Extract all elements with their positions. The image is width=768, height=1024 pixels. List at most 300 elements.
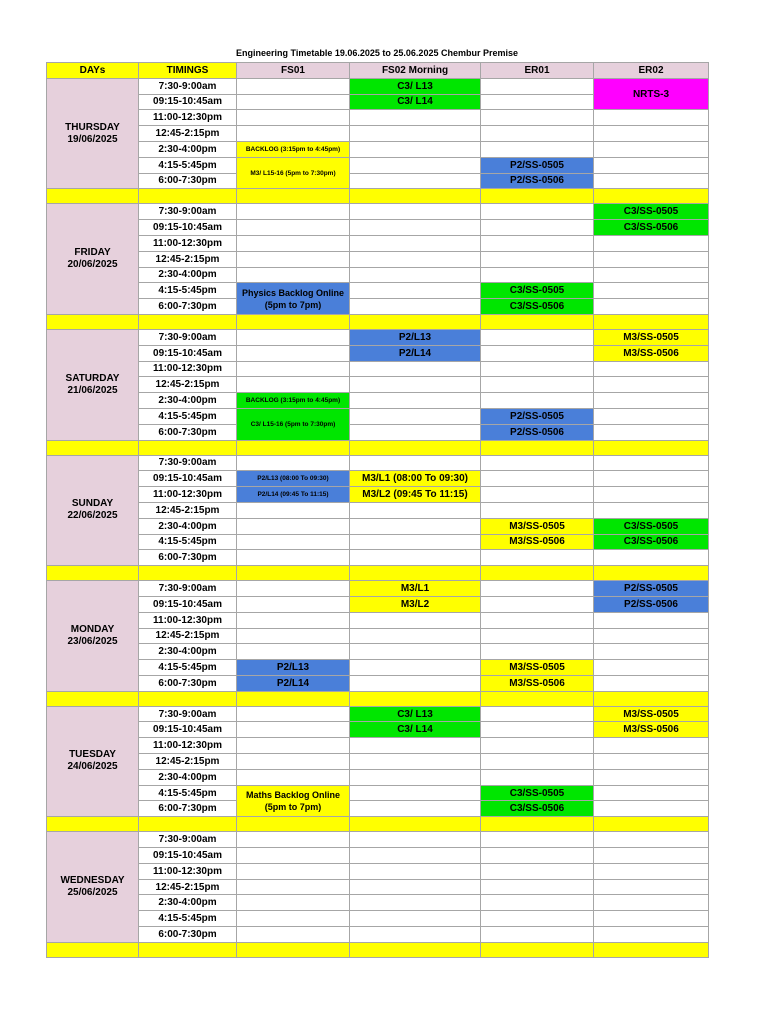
time-slot-cell: 7:30-9:00am xyxy=(139,204,237,220)
time-slot-cell: 12:45-2:15pm xyxy=(139,126,237,142)
slot-row xyxy=(47,220,709,236)
slot-row xyxy=(47,393,709,409)
day-separator-row xyxy=(47,440,709,455)
empty-cell xyxy=(237,612,350,628)
separator-cell xyxy=(139,566,237,581)
empty-cell xyxy=(594,126,709,142)
separator-cell xyxy=(47,691,139,706)
empty-cell xyxy=(481,550,594,566)
separator-cell xyxy=(237,189,350,204)
empty-cell xyxy=(594,911,709,927)
empty-cell xyxy=(594,738,709,754)
slot-row xyxy=(47,78,709,94)
empty-cell xyxy=(237,377,350,393)
empty-cell xyxy=(594,502,709,518)
time-slot-cell: 7:30-9:00am xyxy=(139,78,237,94)
timings-header: TIMINGS xyxy=(139,63,237,79)
separator-cell xyxy=(47,189,139,204)
time-slot-cell: 6:00-7:30pm xyxy=(139,424,237,440)
slot-row xyxy=(47,502,709,518)
empty-cell xyxy=(594,377,709,393)
separator-cell xyxy=(481,817,594,832)
session-er02: NRTS-3 xyxy=(594,78,709,110)
room-header-er02: ER02 xyxy=(594,63,709,79)
slot-row xyxy=(47,235,709,251)
session-er02: C3/SS-0506 xyxy=(594,220,709,236)
empty-cell xyxy=(481,612,594,628)
empty-cell xyxy=(481,628,594,644)
session-fs02-morning: P2/L13 xyxy=(350,329,481,345)
slot-row xyxy=(47,879,709,895)
day-date: 20/06/2025 xyxy=(67,259,118,271)
session-fs02-morning: P2/L14 xyxy=(350,345,481,361)
timetable xyxy=(46,62,709,958)
session-er01: C3/SS-0505 xyxy=(481,283,594,299)
empty-cell xyxy=(350,173,481,189)
separator-cell xyxy=(139,189,237,204)
empty-cell xyxy=(594,299,709,315)
empty-cell xyxy=(237,534,350,550)
empty-cell xyxy=(594,895,709,911)
empty-cell xyxy=(481,738,594,754)
separator-cell xyxy=(350,314,481,329)
empty-cell xyxy=(237,581,350,597)
slot-row xyxy=(47,644,709,660)
time-slot-cell: 6:00-7:30pm xyxy=(139,299,237,315)
room-header-fs01: FS01 xyxy=(237,63,350,79)
empty-cell xyxy=(350,769,481,785)
empty-cell xyxy=(237,361,350,377)
empty-cell xyxy=(481,393,594,409)
empty-cell xyxy=(237,251,350,267)
empty-cell xyxy=(237,550,350,566)
separator-cell xyxy=(47,817,139,832)
day-date: 25/06/2025 xyxy=(67,887,118,899)
empty-cell xyxy=(350,879,481,895)
separator-cell xyxy=(481,440,594,455)
time-slot-cell: 6:00-7:30pm xyxy=(139,801,237,817)
slot-row xyxy=(47,126,709,142)
day-name: MONDAY xyxy=(70,623,115,635)
empty-cell xyxy=(350,251,481,267)
day-cell-monday xyxy=(47,581,139,692)
empty-cell xyxy=(481,329,594,345)
time-slot-cell: 11:00-12:30pm xyxy=(139,361,237,377)
empty-cell xyxy=(237,126,350,142)
separator-cell xyxy=(139,817,237,832)
day-separator-row xyxy=(47,942,709,957)
empty-cell xyxy=(350,754,481,770)
time-slot-cell: 4:15-5:45pm xyxy=(139,408,237,424)
empty-cell xyxy=(481,110,594,126)
session-fs02-morning: C3/ L13 xyxy=(350,706,481,722)
session-er01: M3/SS-0505 xyxy=(481,660,594,676)
session-fs02-morning: M3/L2 (09:45 To 11:15) xyxy=(350,487,481,503)
session-er02: M3/SS-0506 xyxy=(594,722,709,738)
empty-cell xyxy=(237,78,350,94)
empty-cell xyxy=(350,235,481,251)
day-name: SUNDAY xyxy=(71,498,114,510)
slot-row xyxy=(47,299,709,315)
day-cell-wednesday xyxy=(47,832,139,943)
empty-cell xyxy=(237,267,350,283)
empty-cell xyxy=(350,110,481,126)
empty-cell xyxy=(237,596,350,612)
separator-cell xyxy=(350,691,481,706)
empty-cell xyxy=(237,502,350,518)
session-er02: P2/SS-0506 xyxy=(594,596,709,612)
empty-cell xyxy=(237,220,350,236)
empty-cell xyxy=(481,502,594,518)
empty-cell xyxy=(594,785,709,801)
day-cell-saturday xyxy=(47,329,139,440)
time-slot-cell: 2:30-4:00pm xyxy=(139,267,237,283)
empty-cell xyxy=(481,78,594,94)
slot-row xyxy=(47,141,709,157)
session-er01: P2/SS-0506 xyxy=(481,173,594,189)
empty-cell xyxy=(481,927,594,943)
room-header-er01: ER01 xyxy=(481,63,594,79)
session-fs01: Maths Backlog Online (5pm to 7pm) xyxy=(237,785,350,817)
slot-row xyxy=(47,157,709,173)
empty-cell xyxy=(594,628,709,644)
time-slot-cell: 12:45-2:15pm xyxy=(139,754,237,770)
time-slot-cell: 7:30-9:00am xyxy=(139,832,237,848)
empty-cell xyxy=(481,848,594,864)
empty-cell xyxy=(481,581,594,597)
session-fs01: BACKLOG (3:15pm to 4:45pm) xyxy=(237,393,350,409)
empty-cell xyxy=(481,235,594,251)
empty-cell xyxy=(594,848,709,864)
session-er01: M3/SS-0505 xyxy=(481,518,594,534)
empty-cell xyxy=(594,267,709,283)
separator-cell xyxy=(594,566,709,581)
time-slot-cell: 4:15-5:45pm xyxy=(139,911,237,927)
empty-cell xyxy=(237,895,350,911)
time-slot-cell: 11:00-12:30pm xyxy=(139,612,237,628)
empty-cell xyxy=(350,534,481,550)
empty-cell xyxy=(594,141,709,157)
empty-cell xyxy=(481,220,594,236)
time-slot-cell: 12:45-2:15pm xyxy=(139,879,237,895)
separator-cell xyxy=(481,942,594,957)
session-er01: C3/SS-0506 xyxy=(481,299,594,315)
separator-cell xyxy=(139,691,237,706)
empty-cell xyxy=(350,408,481,424)
slot-row xyxy=(47,863,709,879)
session-er02: C3/SS-0506 xyxy=(594,534,709,550)
empty-cell xyxy=(350,424,481,440)
empty-cell xyxy=(594,487,709,503)
time-slot-cell: 11:00-12:30pm xyxy=(139,110,237,126)
empty-cell xyxy=(594,393,709,409)
slot-row xyxy=(47,801,709,817)
separator-cell xyxy=(481,189,594,204)
slot-row xyxy=(47,518,709,534)
time-slot-cell: 11:00-12:30pm xyxy=(139,235,237,251)
empty-cell xyxy=(237,455,350,471)
time-slot-cell: 09:15-10:45am xyxy=(139,345,237,361)
empty-cell xyxy=(481,267,594,283)
separator-cell xyxy=(47,314,139,329)
slot-row xyxy=(47,251,709,267)
session-er02: C3/SS-0505 xyxy=(594,518,709,534)
slot-row xyxy=(47,706,709,722)
time-slot-cell: 4:15-5:45pm xyxy=(139,157,237,173)
empty-cell xyxy=(350,911,481,927)
empty-cell xyxy=(594,361,709,377)
empty-cell xyxy=(594,424,709,440)
empty-cell xyxy=(350,612,481,628)
empty-cell xyxy=(350,848,481,864)
separator-cell xyxy=(139,314,237,329)
empty-cell xyxy=(481,769,594,785)
empty-cell xyxy=(350,518,481,534)
session-er02: P2/SS-0505 xyxy=(594,581,709,597)
day-name: TUESDAY xyxy=(69,749,116,761)
slot-row xyxy=(47,534,709,550)
time-slot-cell: 2:30-4:00pm xyxy=(139,644,237,660)
slot-row xyxy=(47,769,709,785)
empty-cell xyxy=(350,502,481,518)
empty-cell xyxy=(350,141,481,157)
days-header: DAYs xyxy=(47,63,139,79)
empty-cell xyxy=(350,283,481,299)
slot-row xyxy=(47,110,709,126)
day-name: FRIDAY xyxy=(74,247,111,259)
day-name: WEDNESDAY xyxy=(60,875,125,887)
empty-cell xyxy=(350,628,481,644)
empty-cell xyxy=(350,675,481,691)
empty-cell xyxy=(237,738,350,754)
session-fs02-morning: M3/L1 xyxy=(350,581,481,597)
time-slot-cell: 6:00-7:30pm xyxy=(139,927,237,943)
time-slot-cell: 4:15-5:45pm xyxy=(139,785,237,801)
session-fs02-morning: C3/ L14 xyxy=(350,722,481,738)
session-fs01: M3/ L15-16 (5pm to 7:30pm) xyxy=(237,157,350,189)
day-name: THURSDAY xyxy=(65,121,120,133)
slot-row xyxy=(47,754,709,770)
separator-cell xyxy=(594,942,709,957)
time-slot-cell: 09:15-10:45am xyxy=(139,722,237,738)
empty-cell xyxy=(237,204,350,220)
slot-row xyxy=(47,345,709,361)
empty-cell xyxy=(350,157,481,173)
empty-cell xyxy=(350,126,481,142)
session-fs01: P2/L14 xyxy=(237,675,350,691)
empty-cell xyxy=(350,377,481,393)
empty-cell xyxy=(237,754,350,770)
slot-row xyxy=(47,267,709,283)
day-date: 19/06/2025 xyxy=(67,133,118,145)
slot-row xyxy=(47,596,709,612)
empty-cell xyxy=(594,832,709,848)
day-date: 22/06/2025 xyxy=(67,510,118,522)
empty-cell xyxy=(481,126,594,142)
time-slot-cell: 09:15-10:45am xyxy=(139,596,237,612)
empty-cell xyxy=(350,801,481,817)
day-date: 23/06/2025 xyxy=(67,635,118,647)
slot-row xyxy=(47,204,709,220)
timetable-title: Engineering Timetable 19.06.2025 to 25.06.2025 Chembur Premise xyxy=(236,48,518,58)
empty-cell xyxy=(481,345,594,361)
header-row xyxy=(47,63,709,79)
day-cell-thursday xyxy=(47,78,139,189)
empty-cell xyxy=(594,110,709,126)
empty-cell xyxy=(350,204,481,220)
separator-cell xyxy=(237,566,350,581)
time-slot-cell: 6:00-7:30pm xyxy=(139,173,237,189)
slot-row xyxy=(47,329,709,345)
empty-cell xyxy=(350,361,481,377)
session-er02: M3/SS-0505 xyxy=(594,329,709,345)
time-slot-cell: 12:45-2:15pm xyxy=(139,251,237,267)
session-fs02-morning: M3/L1 (08:00 To 09:30) xyxy=(350,471,481,487)
separator-cell xyxy=(237,314,350,329)
session-fs02-morning: C3/ L13 xyxy=(350,78,481,94)
empty-cell xyxy=(481,722,594,738)
time-slot-cell: 2:30-4:00pm xyxy=(139,141,237,157)
slot-row xyxy=(47,471,709,487)
time-slot-cell: 2:30-4:00pm xyxy=(139,895,237,911)
empty-cell xyxy=(594,550,709,566)
day-separator-row xyxy=(47,314,709,329)
slot-row xyxy=(47,424,709,440)
session-er01: P2/SS-0505 xyxy=(481,157,594,173)
empty-cell xyxy=(350,863,481,879)
separator-cell xyxy=(481,691,594,706)
separator-cell xyxy=(350,942,481,957)
session-fs02-morning: C3/ L14 xyxy=(350,94,481,110)
empty-cell xyxy=(350,927,481,943)
separator-cell xyxy=(481,314,594,329)
session-er01: P2/SS-0505 xyxy=(481,408,594,424)
separator-cell xyxy=(594,817,709,832)
separator-cell xyxy=(47,942,139,957)
session-er02: M3/SS-0505 xyxy=(594,706,709,722)
slot-row xyxy=(47,581,709,597)
day-separator-row xyxy=(47,566,709,581)
slot-row xyxy=(47,722,709,738)
empty-cell xyxy=(594,769,709,785)
empty-cell xyxy=(594,879,709,895)
time-slot-cell: 09:15-10:45am xyxy=(139,94,237,110)
time-slot-cell: 6:00-7:30pm xyxy=(139,675,237,691)
empty-cell xyxy=(481,911,594,927)
time-slot-cell: 4:15-5:45pm xyxy=(139,283,237,299)
empty-cell xyxy=(237,628,350,644)
time-slot-cell: 12:45-2:15pm xyxy=(139,502,237,518)
slot-row xyxy=(47,628,709,644)
empty-cell xyxy=(237,94,350,110)
empty-cell xyxy=(237,769,350,785)
empty-cell xyxy=(237,722,350,738)
separator-cell xyxy=(350,566,481,581)
empty-cell xyxy=(481,377,594,393)
separator-cell xyxy=(237,817,350,832)
slot-row xyxy=(47,361,709,377)
slot-row xyxy=(47,173,709,189)
time-slot-cell: 09:15-10:45am xyxy=(139,220,237,236)
empty-cell xyxy=(594,471,709,487)
empty-cell xyxy=(237,235,350,251)
time-slot-cell: 11:00-12:30pm xyxy=(139,863,237,879)
empty-cell xyxy=(237,832,350,848)
slot-row xyxy=(47,377,709,393)
time-slot-cell: 2:30-4:00pm xyxy=(139,769,237,785)
empty-cell xyxy=(481,94,594,110)
session-er01: C3/SS-0505 xyxy=(481,785,594,801)
empty-cell xyxy=(350,738,481,754)
separator-cell xyxy=(594,314,709,329)
session-fs02-morning: M3/L2 xyxy=(350,596,481,612)
slot-row xyxy=(47,785,709,801)
slot-row xyxy=(47,738,709,754)
separator-cell xyxy=(594,189,709,204)
time-slot-cell: 7:30-9:00am xyxy=(139,329,237,345)
slot-row xyxy=(47,848,709,864)
empty-cell xyxy=(594,863,709,879)
empty-cell xyxy=(481,141,594,157)
empty-cell xyxy=(594,251,709,267)
empty-cell xyxy=(481,754,594,770)
time-slot-cell: 7:30-9:00am xyxy=(139,706,237,722)
empty-cell xyxy=(237,706,350,722)
empty-cell xyxy=(350,785,481,801)
empty-cell xyxy=(237,911,350,927)
empty-cell xyxy=(350,267,481,283)
day-separator-row xyxy=(47,189,709,204)
time-slot-cell: 4:15-5:45pm xyxy=(139,534,237,550)
slot-row xyxy=(47,612,709,628)
empty-cell xyxy=(350,644,481,660)
empty-cell xyxy=(481,706,594,722)
empty-cell xyxy=(350,220,481,236)
session-fs01: BACKLOG (3:15pm to 4:45pm) xyxy=(237,141,350,157)
slot-row xyxy=(47,675,709,691)
empty-cell xyxy=(594,235,709,251)
time-slot-cell: 2:30-4:00pm xyxy=(139,393,237,409)
time-slot-cell: 12:45-2:15pm xyxy=(139,377,237,393)
empty-cell xyxy=(481,895,594,911)
empty-cell xyxy=(481,644,594,660)
separator-cell xyxy=(47,440,139,455)
empty-cell xyxy=(237,110,350,126)
room-header-fs02-morning: FS02 Morning xyxy=(350,63,481,79)
time-slot-cell: 11:00-12:30pm xyxy=(139,738,237,754)
separator-cell xyxy=(237,691,350,706)
day-cell-sunday xyxy=(47,455,139,566)
time-slot-cell: 09:15-10:45am xyxy=(139,848,237,864)
day-cell-tuesday xyxy=(47,706,139,817)
empty-cell xyxy=(481,879,594,895)
empty-cell xyxy=(594,173,709,189)
empty-cell xyxy=(350,660,481,676)
separator-cell xyxy=(594,691,709,706)
session-er01: M3/SS-0506 xyxy=(481,675,594,691)
empty-cell xyxy=(594,754,709,770)
empty-cell xyxy=(594,801,709,817)
empty-cell xyxy=(237,848,350,864)
empty-cell xyxy=(481,863,594,879)
empty-cell xyxy=(481,471,594,487)
empty-cell xyxy=(594,927,709,943)
empty-cell xyxy=(350,455,481,471)
slot-row xyxy=(47,455,709,471)
empty-cell xyxy=(594,675,709,691)
empty-cell xyxy=(237,879,350,895)
day-separator-row xyxy=(47,691,709,706)
